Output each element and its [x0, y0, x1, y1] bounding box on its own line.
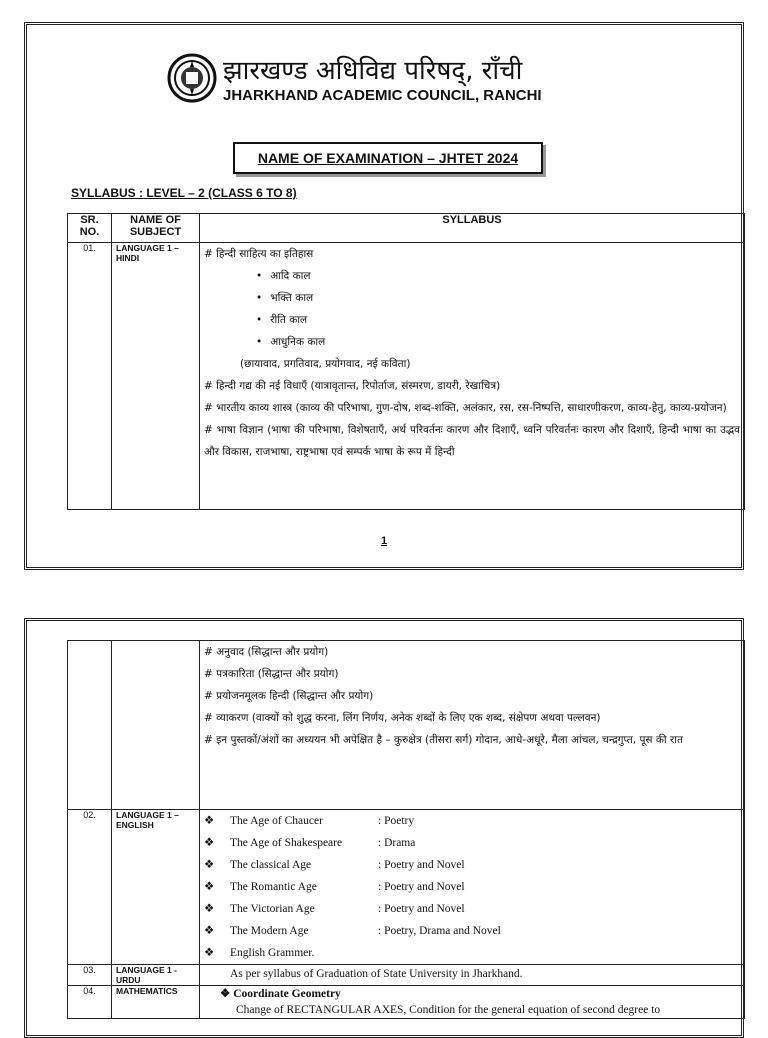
- page-number: 1: [380, 535, 388, 547]
- syllabus-line: # व्याकरण (वाक्यों को शुद्ध करना, लिंग निर्णय, अनेक शब्दों के लिए एक शब्द, संक्षेपण अथवा पल्लवन): [204, 712, 601, 724]
- topic-name: The Age of Chaucer: [230, 815, 323, 827]
- syllabus-list-item: [204, 898, 740, 920]
- diamond-bullet-icon: ❖: [220, 988, 231, 1000]
- subject-name: MATHEMATICS: [112, 986, 200, 1019]
- diamond-bullet-icon: ❖: [204, 837, 215, 849]
- syllabus-content: [200, 641, 745, 810]
- syllabus-list-item: [204, 942, 740, 964]
- syllabus-content: [200, 965, 745, 986]
- syllabus-heading-item: [220, 986, 740, 1002]
- syllabus-line: # अनुवाद (सिद्धान्त और प्रयोग): [204, 646, 329, 658]
- syllabus-table: [67, 213, 745, 510]
- syllabus-line: # भाषा विज्ञान (भाषा की परिभाषा, विशेषताएँ, अर्थ परिवर्तनः कारण और दिशाएँ, ध्वनि परिवर्तनः कारण और दिशाएँ, हिन्दी भाषा का उद्भव और विकास, राजभाषा, राष्ट्रभाषा एवं सम्पर्क भाषा के रूप में हिन्दी: [204, 424, 740, 458]
- syllabus-bullet: • रीति काल: [204, 309, 740, 331]
- syllabus-text: As per syllabus of Graduation of State University in Jharkhand.: [230, 968, 523, 980]
- syllabus-bullet: • आधुनिक काल: [204, 331, 740, 353]
- topic-name: The Victorian Age: [230, 903, 315, 915]
- table-row: [68, 810, 745, 965]
- topic-type: : Poetry, Drama and Novel: [378, 925, 501, 937]
- syllabus-list-item: [204, 810, 740, 832]
- table-header-row: [68, 214, 745, 243]
- syllabus-heading: SYLLABUS : LEVEL – 2 (CLASS 6 TO 8): [71, 186, 297, 200]
- subject-name: LANGUAGE 1 - URDU: [112, 965, 200, 986]
- header-sr-no: SR. NO.: [68, 214, 112, 243]
- sr-number: 04.: [68, 986, 112, 1019]
- diamond-bullet-icon: ❖: [204, 859, 215, 871]
- syllabus-content: [200, 243, 745, 510]
- syllabus-bullet: • भक्ति काल: [204, 287, 740, 309]
- council-title-hindi: झारखण्ड अधिविद्य परिषद्, राँची: [223, 56, 523, 86]
- topic-type: : Poetry: [378, 815, 415, 827]
- topic-type: : Poetry and Novel: [378, 881, 465, 893]
- subject-name: LANGUAGE 1 – HINDI: [112, 243, 200, 510]
- syllabus-line: # प्रयोजनमूलक हिन्दी (सिद्धान्त और प्रयोग): [204, 690, 374, 702]
- diamond-bullet-icon: ❖: [204, 925, 215, 937]
- diamond-bullet-icon: ❖: [204, 815, 215, 827]
- syllabus-line: # पत्रकारिता (सिद्धान्त और प्रयोग): [204, 668, 339, 680]
- syllabus-line: # इन पुस्तकों/अंशों का अध्ययन भी अपेक्षित है – कुरुक्षेत्र (तीसरा सर्ग) गोदान, आधे-अधूरे, मैला आंचल, चन्द्रगुप्त, पूस की रात: [204, 734, 683, 746]
- topic-name: The Modern Age: [230, 925, 309, 937]
- exam-name: NAME OF EXAMINATION – JHTET 2024: [257, 150, 519, 166]
- topic-name: The Age of Shakespeare: [230, 837, 343, 849]
- table-row: [68, 641, 745, 810]
- syllabus-content: [200, 810, 745, 965]
- syllabus-line: (छायावाद, प्रगतिवाद, प्रयोगवाद, नई कविता): [240, 358, 411, 370]
- topic-name: English Grammer.: [230, 947, 315, 959]
- syllabus-table-continued: [67, 640, 745, 1019]
- header-subject: NAME OF SUBJECT: [112, 214, 200, 243]
- subject-name-empty: [112, 641, 200, 810]
- header-syllabus: SYLLABUS: [200, 214, 745, 243]
- sr-number: 02.: [68, 810, 112, 965]
- table-row: [68, 986, 745, 1019]
- diamond-bullet-icon: ❖: [204, 881, 215, 893]
- syllabus-list-item: [204, 876, 740, 898]
- subject-name: LANGUAGE 1 – ENGLISH: [112, 810, 200, 965]
- syllabus-line: # हिन्दी गद्य की नई विधाएँ (यात्रावृतान्त, रिपोर्ताज, संस्मरण, डायरी, रेखाचित्र): [204, 380, 501, 392]
- council-title-english: JHARKHAND ACADEMIC COUNCIL, RANCHI: [223, 87, 542, 104]
- syllabus-list-item: [204, 854, 740, 876]
- council-seal-icon: [167, 53, 217, 103]
- topic-type: : Drama: [378, 837, 416, 849]
- document-page-1: [24, 22, 744, 570]
- syllabus-list-item: [204, 832, 740, 854]
- topic-heading: Coordinate Geometry: [233, 988, 341, 1000]
- syllabus-line: # हिन्दी साहित्य का इतिहास: [204, 248, 314, 260]
- table-row: [68, 243, 745, 510]
- exam-name-box: [233, 142, 543, 174]
- topic-type: : Poetry and Novel: [378, 859, 465, 871]
- syllabus-bullet: • आदि काल: [204, 265, 740, 287]
- syllabus-list-item: [204, 920, 740, 942]
- syllabus-content: [200, 986, 745, 1019]
- syllabus-line: # भारतीय काव्य शास्त्र (काव्य की परिभाषा, गुण-दोष, शब्द-शक्ति, अलंकार, रस, रस-निष्पत्ति, साधारणीकरण, काव्य-हेतु, काव्य-प्रयोजन): [204, 402, 727, 414]
- topic-name: The Romantic Age: [230, 881, 317, 893]
- diamond-bullet-icon: ❖: [204, 903, 215, 915]
- sr-number: 01.: [68, 243, 112, 510]
- topic-type: : Poetry and Novel: [378, 903, 465, 915]
- diamond-bullet-icon: ❖: [204, 947, 215, 959]
- document-page-2: [24, 618, 744, 1038]
- sr-number: 03.: [68, 965, 112, 986]
- sr-number-empty: [68, 641, 112, 810]
- table-row: [68, 965, 745, 986]
- syllabus-text: Change of RECTANGULAR AXES, Condition for the general equation of second degree to: [236, 1004, 661, 1016]
- topic-name: The classical Age: [230, 859, 312, 871]
